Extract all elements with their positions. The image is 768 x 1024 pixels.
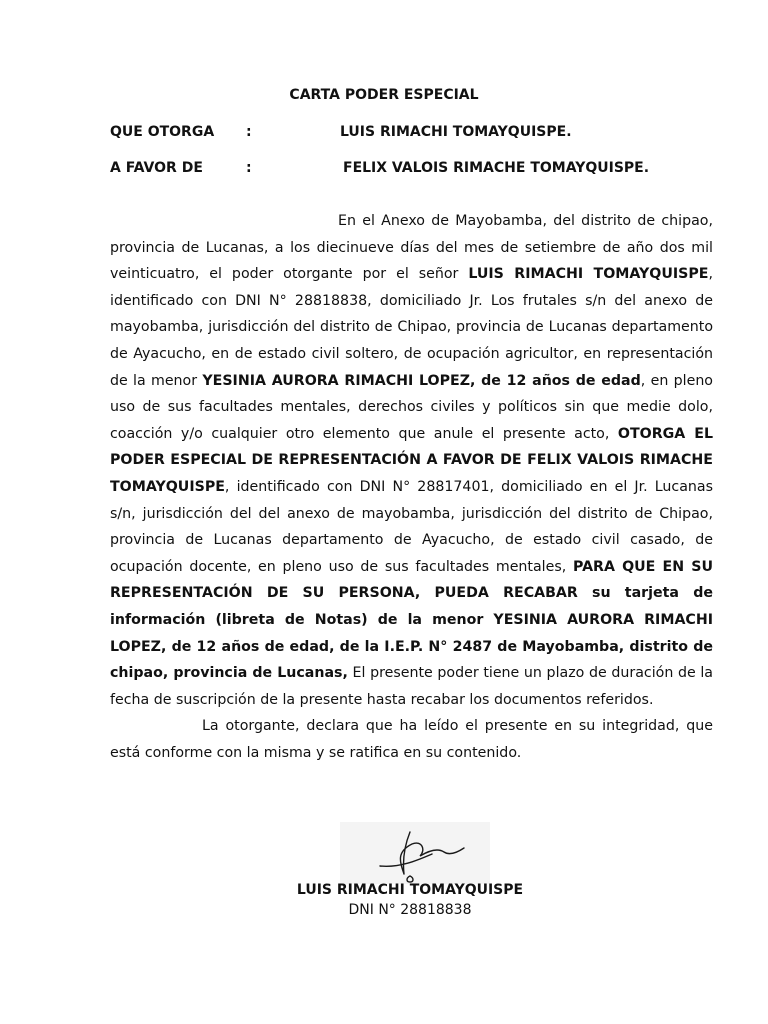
- favor-separator: :: [246, 160, 252, 176]
- text-segment: , identificado con DNI N° 28817401, domiciliado en el Jr. Lucanas s/n, jurisdicción del del anexo de mayobamba, jurisdicción del distrito de Chipao, provincia de Lucanas departamento de Ayacucho, de estado civil casado, de ocupación docente, en pleno uso de sus facultades mentales,: [110, 478, 713, 575]
- paragraph-declaration: La otorgante, declara que ha leído el presente en su integridad, que está conforme con la misma y se ratifica en su contenido.: [110, 718, 713, 761]
- favor-label: A FAVOR DE: [110, 160, 203, 176]
- bold-segment: PARA QUE EN SU REPRESENTACIÓN DE SU PERSONA, PUEDA RECABAR su tarjeta de información (libreta de Notas) de la menor YESINIA AURORA RIMACHI LOPEZ, de 12 años de edad, de la I.E.P. N° 2487 de Mayobamba, distrito de chipao, provincia de Lucanas,: [110, 558, 713, 682]
- otorga-separator: :: [246, 124, 252, 140]
- otorga-label: QUE OTORGA: [110, 124, 215, 140]
- text-segment: , en pleno uso de sus facultades mentales, derechos civiles y políticos sin que medie dolo, coacción y/o cualquier otro elemento que anule el presente acto,: [110, 372, 713, 442]
- signature-image: [340, 822, 490, 884]
- document-body: [110, 208, 713, 766]
- text-segment: , identificado con DNI N° 28818838, domiciliado Jr. Los frutales s/n del anexo de mayobamba, jurisdicción del distrito de Chipao, provincia de Lucanas departamento de Ayacucho, en de estado civil soltero, de ocupación agricultor, en representación de la menor: [110, 266, 713, 389]
- paragraph-main: [110, 208, 713, 713]
- otorga-value: LUIS RIMACHI TOMAYQUISPE.: [340, 124, 572, 140]
- signer-dni: DNI N° 28818838: [348, 902, 472, 918]
- text-segment: En el Anexo de Mayobamba, del distrito de chipao, provincia de Lucanas, a los diecinueve días del mes de setiembre de año dos mil veinticuatro, el poder otorgante por el señor: [110, 213, 713, 283]
- bold-segment: YESINIA AURORA RIMACHI LOPEZ, de 12 años de edad: [202, 372, 641, 389]
- text-segment: El presente poder tiene un plazo de duración de la fecha de suscripción de la presente hasta recabar los documentos referidos.: [110, 665, 713, 708]
- signer-name: LUIS RIMACHI TOMAYQUISPE: [296, 882, 524, 898]
- bold-segment: OTORGA EL PODER ESPECIAL DE REPRESENTACIÓN A FAVOR DE FELIX VALOIS RIMACHE TOMAYQUISPE: [110, 425, 713, 495]
- bold-segment: LUIS RIMACHI TOMAYQUISPE: [468, 266, 709, 283]
- favor-value: FELIX VALOIS RIMACHE TOMAYQUISPE.: [343, 160, 650, 176]
- document-title: CARTA PODER ESPECIAL: [289, 87, 479, 103]
